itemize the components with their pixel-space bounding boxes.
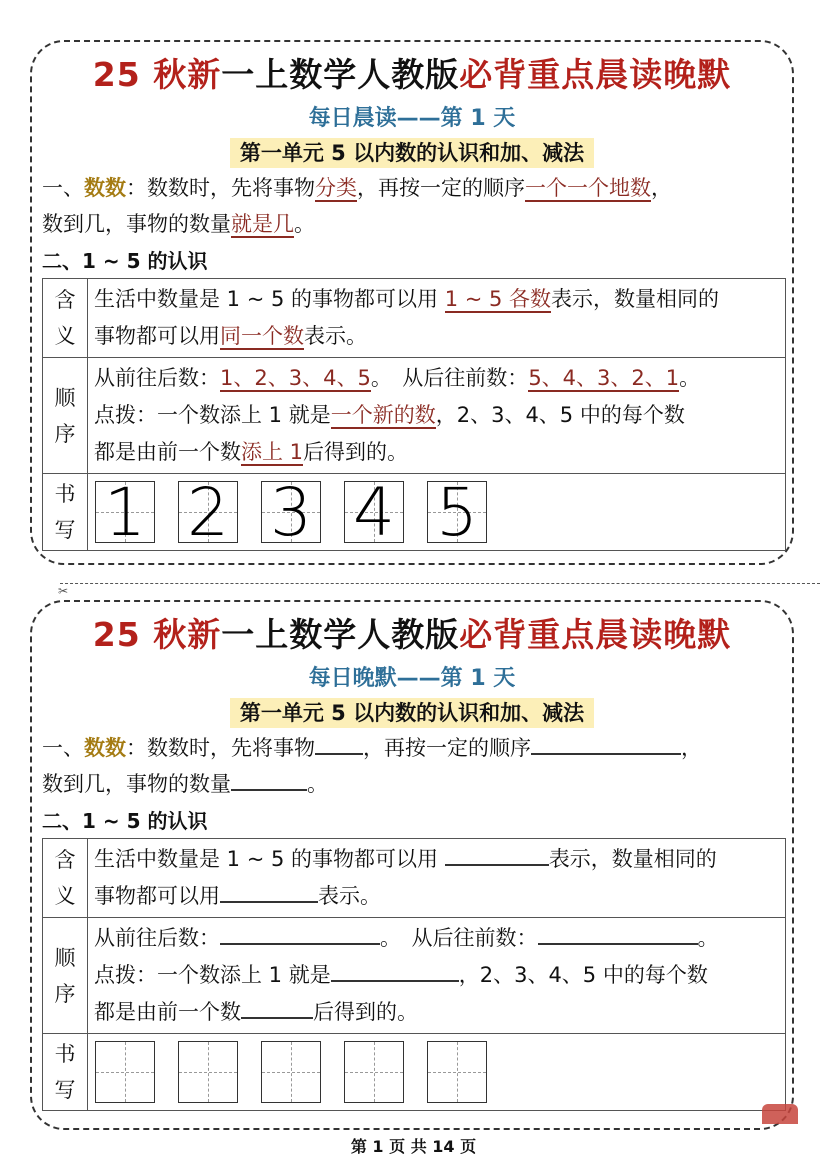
writing-box: 4 [344, 481, 404, 543]
unit-heading: 第一单元 5 以内数的认识和加、减法 [230, 138, 594, 168]
page-title: 25 秋新一上数学人教版必背重点晨读晚默 [92, 55, 732, 94]
fill-blank[interactable] [220, 879, 318, 903]
writing-box[interactable] [178, 1041, 238, 1103]
table-row-meaning: 含 义 生活中数量是 1 ~ 5 的事物都可以用 表示，数量相同的 事物都可以用 表示。 [43, 839, 786, 918]
table-row-writing: 书 写 [43, 1034, 786, 1111]
writing-box: 1 [95, 481, 155, 543]
table-row-order: 顺 序 从前往后数：1、2、3、4、5。 从后往前数：5、4、3、2、1。 点拨：一个数添上 1 就是一个新的数，2、3、4、5 中的每个数 都是由前一个数添上 1后得到的。 [43, 358, 786, 474]
evening-card [30, 600, 794, 1130]
cut-line [60, 583, 820, 584]
brand-logo [762, 1104, 798, 1124]
table-row-writing: 书 写 1 2 3 4 5 [43, 474, 786, 551]
fill-blank[interactable] [331, 958, 459, 982]
writing-box[interactable] [95, 1041, 155, 1103]
section-counting-cont: 数到几，事物的数量就是几。 [42, 212, 315, 236]
morning-card [30, 40, 794, 565]
table-row-order: 顺 序 从前往后数： 。 从后往前数： 。 点拨：一个数添上 1 就是 ，2、3、4、5 中的每个数 都是由前一个数 后得到的。 [43, 918, 786, 1034]
knowledge-table [42, 278, 786, 551]
evening-subtitle: 每日晚默——第 1 天 [308, 666, 516, 691]
knowledge-table [42, 838, 786, 1111]
writing-box[interactable] [427, 1041, 487, 1103]
section-counting-cont: 数到几，事物的数量 。 [32, 766, 792, 802]
writing-box: 2 [178, 481, 238, 543]
scissors-icon: ✂ [58, 584, 69, 598]
fill-blank[interactable] [220, 921, 380, 945]
writing-boxes [89, 1035, 784, 1109]
fill-blank[interactable] [445, 842, 549, 866]
writing-box: 5 [427, 481, 487, 543]
section-1-5-heading: 二、1 ~ 5 的认识 [42, 249, 208, 273]
writing-box[interactable] [261, 1041, 321, 1103]
section-1-5-heading: 二、1 ~ 5 的认识 [42, 809, 208, 833]
morning-subtitle: 每日晨读——第 1 天 [308, 106, 516, 131]
fill-blank[interactable] [531, 731, 681, 755]
section-counting: 一、数数：数数时，先将事物 ，再按一定的顺序 ， [32, 730, 792, 766]
section-counting: 一、数数：数数时，先将事物分类，再按一定的顺序一个一个地数， [42, 176, 672, 200]
fill-blank[interactable] [231, 767, 307, 791]
writing-box[interactable] [344, 1041, 404, 1103]
writing-box: 3 [261, 481, 321, 543]
fill-blank[interactable] [241, 995, 313, 1019]
fill-blank[interactable] [538, 921, 698, 945]
page-footer: 第 1 页 共 14 页 [350, 1137, 477, 1156]
unit-heading: 第一单元 5 以内数的认识和加、减法 [230, 698, 594, 728]
table-row-meaning: 含 义 生活中数量是 1 ~ 5 的事物都可以用 1 ~ 5 各数表示，数量相同的 事物都可以用同一个数表示。 [43, 279, 786, 358]
page-title: 25 秋新一上数学人教版必背重点晨读晚默 [92, 615, 732, 654]
writing-boxes [89, 475, 784, 549]
fill-blank[interactable] [315, 731, 363, 755]
